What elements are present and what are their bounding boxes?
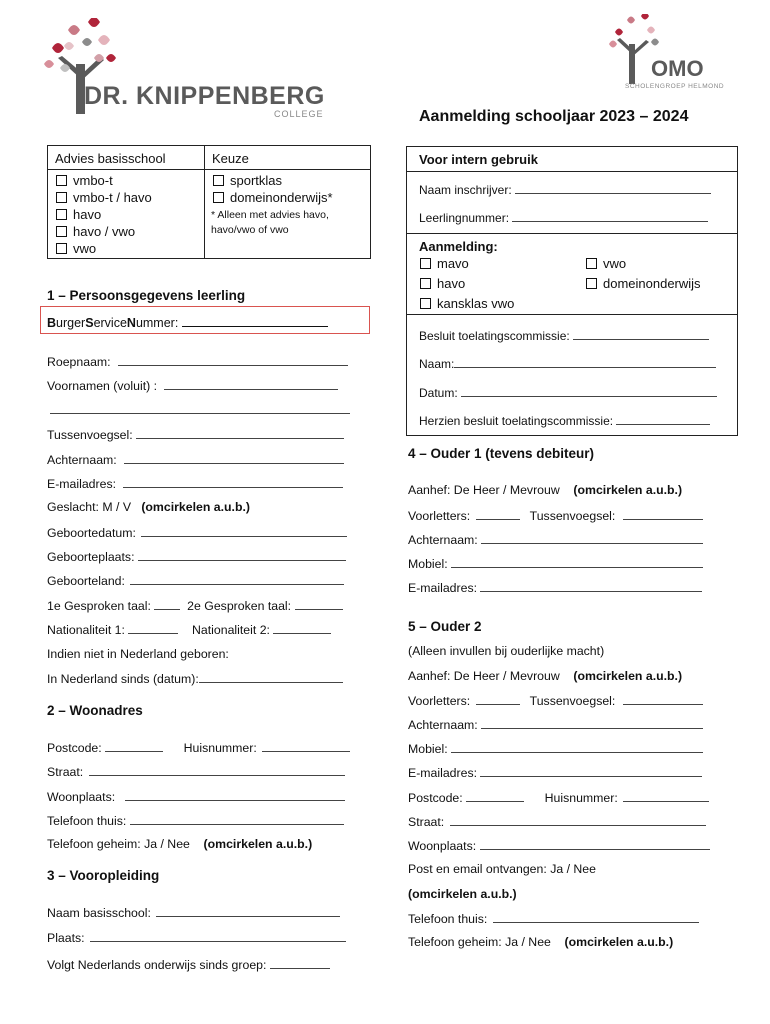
telefoon-field[interactable]: Telefoon thuis: [408,911,699,926]
besluit-field[interactable]: Besluit toelatingscommissie: [419,328,709,343]
aanhef-field[interactable]: Aanhef: De Heer / Mevrouw (omcirkelen a.u.b.) [408,483,683,497]
omo-logo [595,14,745,104]
plaats-field[interactable]: Plaats: [47,930,346,945]
achternaam-field[interactable]: Achternaam: [408,717,703,732]
aanmelding-option[interactable]: havo [420,276,465,291]
herzien-field[interactable]: Herzien besluit toelatingscommissie: [419,413,710,428]
input-line[interactable] [515,182,711,194]
input-line[interactable] [130,573,344,585]
aanmelding-option[interactable]: mavo [420,256,469,271]
divider [48,169,370,170]
divider [407,171,737,172]
nationaliteit-field[interactable]: Nationaliteit 1: Nationaliteit 2: [47,622,331,637]
aanmelding-option[interactable]: domeinonderwijs [586,276,701,291]
input-line[interactable] [480,765,702,777]
keuze-option[interactable]: domeinonderwijs* [213,190,333,205]
input-line[interactable] [118,354,348,366]
postcode-field[interactable]: Postcode: Huisnummer: [47,740,350,755]
logo-name: DR. KNIPPENBERG [84,82,325,110]
groep-field[interactable]: Volgt Nederlands onderwijs sinds groep: [47,957,330,972]
divider [204,146,205,258]
knippenberg-logo [38,18,338,118]
checkbox[interactable] [213,175,224,186]
keuze-note: * Alleen met advies havo, [211,209,329,221]
input-line[interactable] [573,328,709,340]
input-line[interactable] [156,905,340,917]
basisschool-field[interactable]: Naam basisschool: [47,905,340,920]
geboorteland-field[interactable]: Geboorteland: [47,573,344,588]
naam-inschrijver-field[interactable]: Naam inschrijver: [419,182,711,197]
voornamen-extra-line[interactable] [50,402,350,414]
input-line[interactable] [466,790,524,802]
input-line[interactable] [616,413,710,425]
woonplaats-field[interactable]: Woonplaats: [47,789,345,804]
checkbox[interactable] [56,175,67,186]
input-line[interactable] [164,378,338,390]
input-line[interactable] [295,598,343,610]
section-1-title: 1 – Persoonsgegevens leerling [47,288,246,303]
input-line[interactable] [105,740,163,752]
telefoon-field[interactable]: Telefoon thuis: [47,813,344,828]
woonplaats-field[interactable]: Woonplaats: [408,838,710,853]
input-line[interactable] [124,452,344,464]
postcode-field[interactable]: Postcode: Huisnummer: [408,790,709,805]
input-line[interactable] [461,385,717,397]
advies-option[interactable]: vwo [56,241,96,256]
email-field[interactable]: E-mailadres: [47,476,343,491]
input-line[interactable] [136,427,344,439]
aanmelding-option[interactable]: kansklas vwo [420,296,514,311]
gesproken-taal-field[interactable]: 1e Gesproken taal: 2e Gesproken taal: [47,598,343,613]
intern-box [406,146,738,436]
achternaam-field[interactable]: Achternaam: [408,532,703,547]
email-field[interactable]: E-mailadres: [408,580,702,595]
checkbox[interactable] [586,258,597,269]
checkbox[interactable] [56,192,67,203]
input-line[interactable] [141,525,347,537]
straat-field[interactable]: Straat: [47,764,345,779]
nl-sinds-field[interactable]: In Nederland sinds (datum): [47,671,343,686]
logo-name: OMO [651,56,704,81]
input-line[interactable] [481,717,703,729]
checkbox[interactable] [213,192,224,203]
input-line[interactable] [450,814,706,826]
divider [407,233,737,234]
input-line[interactable] [480,580,702,592]
advies-header: Advies basisschool [55,151,166,166]
bsn-field[interactable]: BurgerServiceNummer: [47,315,328,330]
input-line[interactable] [273,622,331,634]
roepnaam-field[interactable]: Roepnaam: [47,354,348,369]
post-email-field[interactable]: Post en email ontvangen: Ja / Nee [408,862,596,876]
section-2-title: 2 – Woonadres [47,703,143,718]
telefoon-geheim-field[interactable]: Telefoon geheim: Ja / Nee (omcirkelen a.u.b.) [408,935,674,949]
input-line[interactable] [90,930,346,942]
advies-option[interactable]: havo [56,207,101,222]
input-line[interactable] [270,957,330,969]
logo-sub: SCHOLENGROEP HELMOND [625,83,725,90]
aanmelding-option[interactable]: vwo [586,256,626,271]
checkbox[interactable] [56,226,67,237]
voornamen-field[interactable]: Voornamen (voluit) : [47,378,338,393]
checkbox[interactable] [56,209,67,220]
niet-nl-label: Indien niet in Nederland geboren: [47,647,229,661]
checkbox[interactable] [586,278,597,289]
telefoon-geheim-field[interactable]: Telefoon geheim: Ja / Nee (omcirkelen a.u.b.) [47,837,313,851]
email-field[interactable]: E-mailadres: [408,765,702,780]
input-line[interactable] [199,671,343,683]
input-line[interactable] [623,693,703,705]
voorletters-field[interactable]: Voorletters: Tussenvoegsel: [408,508,703,523]
omcirkelen-label: (omcirkelen a.u.b.) [408,887,517,901]
geboortedatum-field[interactable]: Geboortedatum: [47,525,347,540]
geslacht-field[interactable]: Geslacht: M / V (omcirkelen a.u.b.) [47,500,250,514]
input-line[interactable] [476,693,520,705]
leerlingnummer-field[interactable]: Leerlingnummer: [419,210,708,225]
logo-sub: COLLEGE [274,109,324,119]
keuze-option[interactable]: sportklas [213,173,282,188]
section-3-title: 3 – Vooropleiding [47,868,160,883]
keuze-header: Keuze [212,151,249,166]
input-line[interactable] [480,838,710,850]
advies-option[interactable]: havo / vwo [56,224,135,239]
input-line[interactable] [454,356,716,368]
input-line[interactable] [123,476,343,488]
input-line[interactable] [182,315,328,327]
input-line[interactable] [512,210,708,222]
input-line[interactable] [154,598,180,610]
ouder2-note: (Alleen invullen bij ouderlijke macht) [408,644,605,658]
keuze-note: havo/vwo of vwo [211,224,289,236]
achternaam-field[interactable]: Achternaam: [47,452,344,467]
aanhef-field[interactable]: Aanhef: De Heer / Mevrouw (omcirkelen a.u.b.) [408,669,683,683]
page-title: Aanmelding schooljaar 2023 – 2024 [419,108,689,125]
input-line[interactable] [476,508,520,520]
mobiel-field[interactable]: Mobiel: [408,741,703,756]
advies-table [47,145,371,259]
checkbox[interactable] [420,298,431,309]
input-line[interactable] [623,790,709,802]
input-line[interactable] [451,741,703,753]
input-line[interactable] [451,556,703,568]
input-line[interactable] [130,813,344,825]
input-line[interactable] [262,740,350,752]
straat-field[interactable]: Straat: [408,814,706,829]
input-line[interactable] [138,549,346,561]
checkbox[interactable] [420,258,431,269]
geboorteplaats-field[interactable]: Geboorteplaats: [47,549,346,564]
section-4-title: 4 – Ouder 1 (tevens debiteur) [408,446,595,461]
aanmelding-header: Aanmelding: [419,239,498,254]
advies-option[interactable]: vmbo-t / havo [56,190,152,205]
checkbox[interactable] [420,278,431,289]
input-line[interactable] [89,764,345,776]
voorletters-field[interactable]: Voorletters: Tussenvoegsel: [408,693,703,708]
input-line[interactable] [125,789,345,801]
tussenvoegsel-field[interactable]: Tussenvoegsel: [47,427,344,442]
section-5-title: 5 – Ouder 2 [408,619,482,634]
naam-field[interactable]: Naam: [419,356,716,371]
checkbox[interactable] [56,243,67,254]
input-line[interactable] [623,508,703,520]
input-line[interactable] [481,532,703,544]
input-line[interactable] [128,622,178,634]
input-line[interactable] [493,911,699,923]
mobiel-field[interactable]: Mobiel: [408,556,703,571]
advies-option[interactable]: vmbo-t [56,173,113,188]
intern-header: Voor intern gebruik [419,152,538,167]
datum-field[interactable]: Datum: [419,385,717,400]
divider [407,314,737,315]
